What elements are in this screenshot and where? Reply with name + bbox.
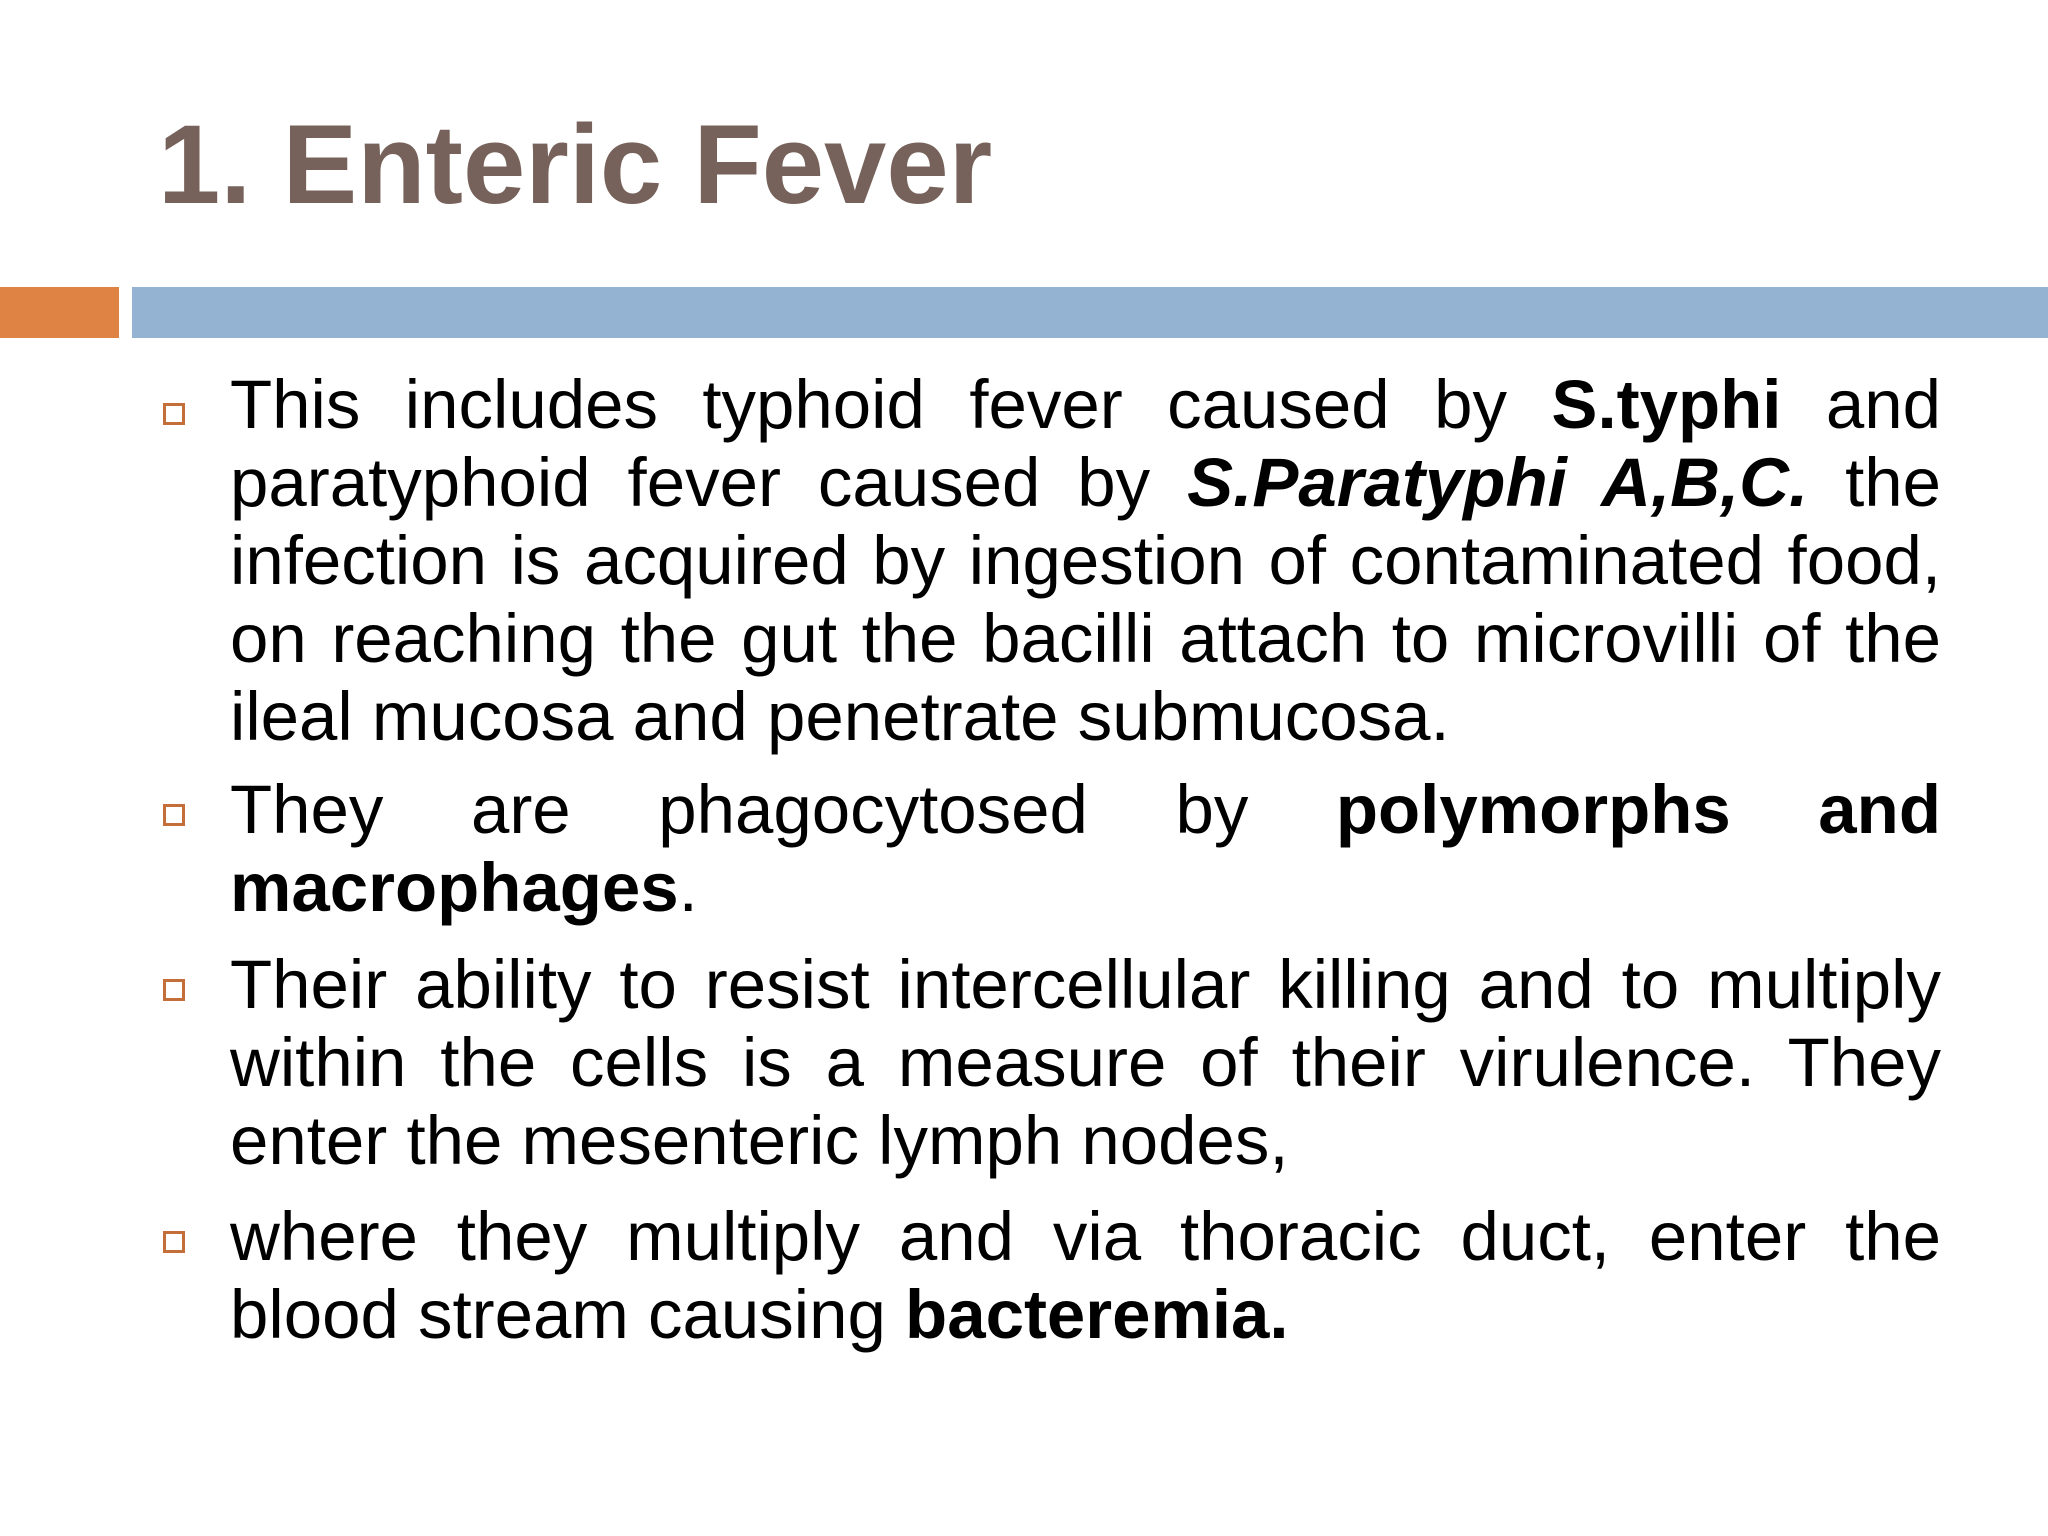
bullet-bold-italic-text: S.Paratyphi A,B,C. [1187, 444, 1809, 521]
title-accent-bar [0, 287, 119, 338]
bullet-text: where they multiply and via thoracic duct, enter the blood stream causing [230, 1198, 1941, 1353]
hollow-square-bullet-icon [163, 403, 185, 425]
hollow-square-bullet-icon [163, 804, 185, 826]
bullet-text: This includes typhoid fever caused by [230, 366, 1552, 443]
bullet-text: They are phagocytosed by [230, 771, 1336, 848]
bullet-bold-text: polymorphs and macrophages [230, 771, 1941, 926]
title-divider-bar [132, 287, 2048, 338]
bullet-text: Their ability to resist intercellular killing and to multiply within the cells is a measure of their virulence. They enter the mesenteric lymph nodes, [230, 946, 1941, 1179]
bullet-text: and paratyphoid fever caused by [230, 366, 1941, 521]
bullet-item [230, 1198, 1941, 1354]
bullet-item [230, 946, 1941, 1180]
bullet-bold-text: bacteremia. [905, 1276, 1289, 1353]
bullet-item [230, 366, 1941, 756]
bullet-bold-text: S.typhi [1551, 366, 1782, 443]
hollow-square-bullet-icon [163, 979, 185, 1001]
slide-title: 1. Enteric Fever [158, 102, 993, 227]
bullet-text: . [678, 849, 698, 926]
bullet-text: the infection is acquired by ingestion of contaminated food, on reaching the gut the bacilli attach to microvilli of the ileal mucosa and penetrate submucosa. [230, 444, 1941, 755]
bullet-item [230, 771, 1941, 927]
hollow-square-bullet-icon [163, 1231, 185, 1253]
